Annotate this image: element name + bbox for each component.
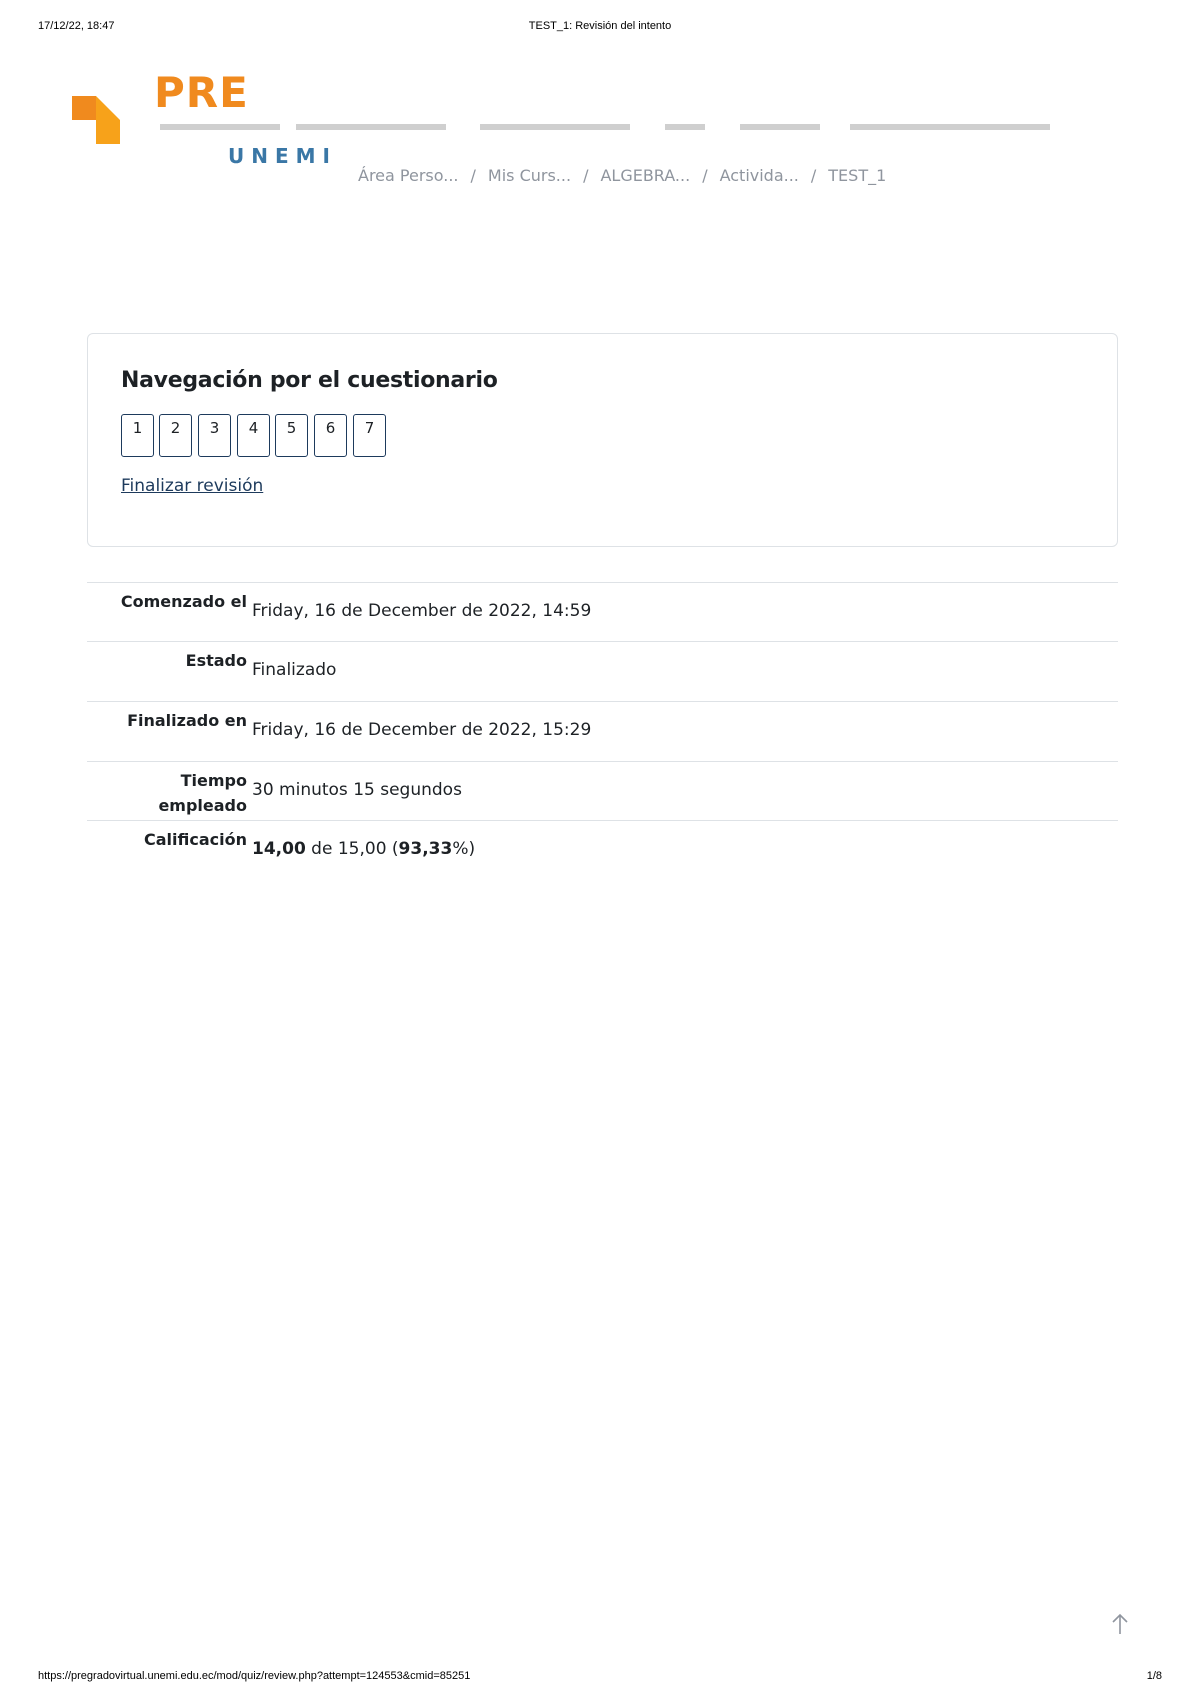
finished-value: Friday, 16 de December de 2022, 15:29 — [252, 720, 592, 740]
logo-unemi-text: UNEMI — [228, 144, 337, 168]
started-label: Comenzado el — [120, 592, 247, 611]
summary-row-state — [87, 641, 1118, 701]
state-value: Finalizado — [252, 660, 337, 680]
grade-label: Calificación — [144, 830, 247, 849]
breadcrumb-separator: / — [810, 166, 817, 185]
grade-out-of: de 15,00 ( — [305, 839, 399, 859]
time-label-line-2: empleado — [158, 796, 247, 815]
breadcrumb-item-my-courses[interactable]: Mis Curs... — [487, 166, 572, 185]
print-url: https://pregradovirtual.unemi.edu.ec/mod/quiz/review.php?attempt=124553&cmid=85251 — [38, 1670, 471, 1682]
question-nav-button[interactable]: 1 — [121, 414, 154, 457]
summary-row-finished — [87, 701, 1118, 761]
grade-percent: 93,33 — [398, 839, 453, 859]
arrow-up-icon[interactable] — [1110, 1612, 1130, 1636]
site-logo[interactable] — [72, 68, 337, 168]
state-label: Estado — [185, 651, 247, 670]
breadcrumb-item-personal-area[interactable]: Área Perso... — [358, 166, 459, 185]
breadcrumb-item-course[interactable]: ALGEBRA... — [600, 166, 691, 185]
question-nav-button[interactable]: 7 — [353, 414, 386, 457]
breadcrumb-separator: / — [583, 166, 589, 185]
logo-mark-triangle — [96, 96, 120, 120]
question-nav-button[interactable]: 4 — [237, 414, 270, 457]
time-label — [158, 768, 247, 818]
question-nav-button[interactable]: 5 — [275, 414, 308, 457]
logo-mark-square — [72, 96, 96, 120]
print-footer — [38, 1670, 1162, 1686]
question-nav-button[interactable]: 3 — [198, 414, 231, 457]
grade-score: 14,00 — [252, 839, 306, 859]
time-label-line-1: Tiempo — [180, 771, 247, 790]
print-datetime: 17/12/22, 18:47 — [38, 20, 115, 32]
question-nav-button[interactable]: 6 — [314, 414, 347, 457]
logo-pre-text: PRE — [154, 68, 249, 117]
attempt-summary-table — [87, 582, 1118, 880]
print-header — [38, 20, 1162, 36]
quiz-navigation-title: Navegación por el cuestionario — [121, 368, 498, 393]
started-value: Friday, 16 de December de 2022, 14:59 — [252, 601, 592, 621]
course-title-cutoff — [160, 124, 1060, 138]
breadcrumb — [358, 166, 886, 185]
print-page-number: 1/8 — [1146, 1670, 1162, 1682]
summary-row-time — [87, 761, 1118, 820]
finish-review-link[interactable]: Finalizar revisión — [121, 476, 264, 496]
time-value: 30 minutos 15 segundos — [252, 780, 462, 800]
finished-label: Finalizado en — [127, 711, 247, 730]
question-nav-button[interactable]: 2 — [159, 414, 192, 457]
summary-row-grade — [87, 820, 1118, 880]
breadcrumb-separator: / — [470, 166, 476, 185]
quiz-navigation-block — [87, 333, 1118, 547]
summary-row-started — [87, 582, 1118, 641]
breadcrumb-item-test[interactable]: TEST_1 — [828, 166, 887, 185]
grade-value — [252, 839, 475, 859]
print-page-title: TEST_1: Revisión del intento — [528, 20, 672, 32]
grade-percent-close: %) — [452, 839, 476, 859]
breadcrumb-item-activities[interactable]: Activida... — [719, 166, 799, 185]
breadcrumb-separator: / — [702, 166, 708, 185]
logo-mark-square-lower — [96, 120, 120, 144]
